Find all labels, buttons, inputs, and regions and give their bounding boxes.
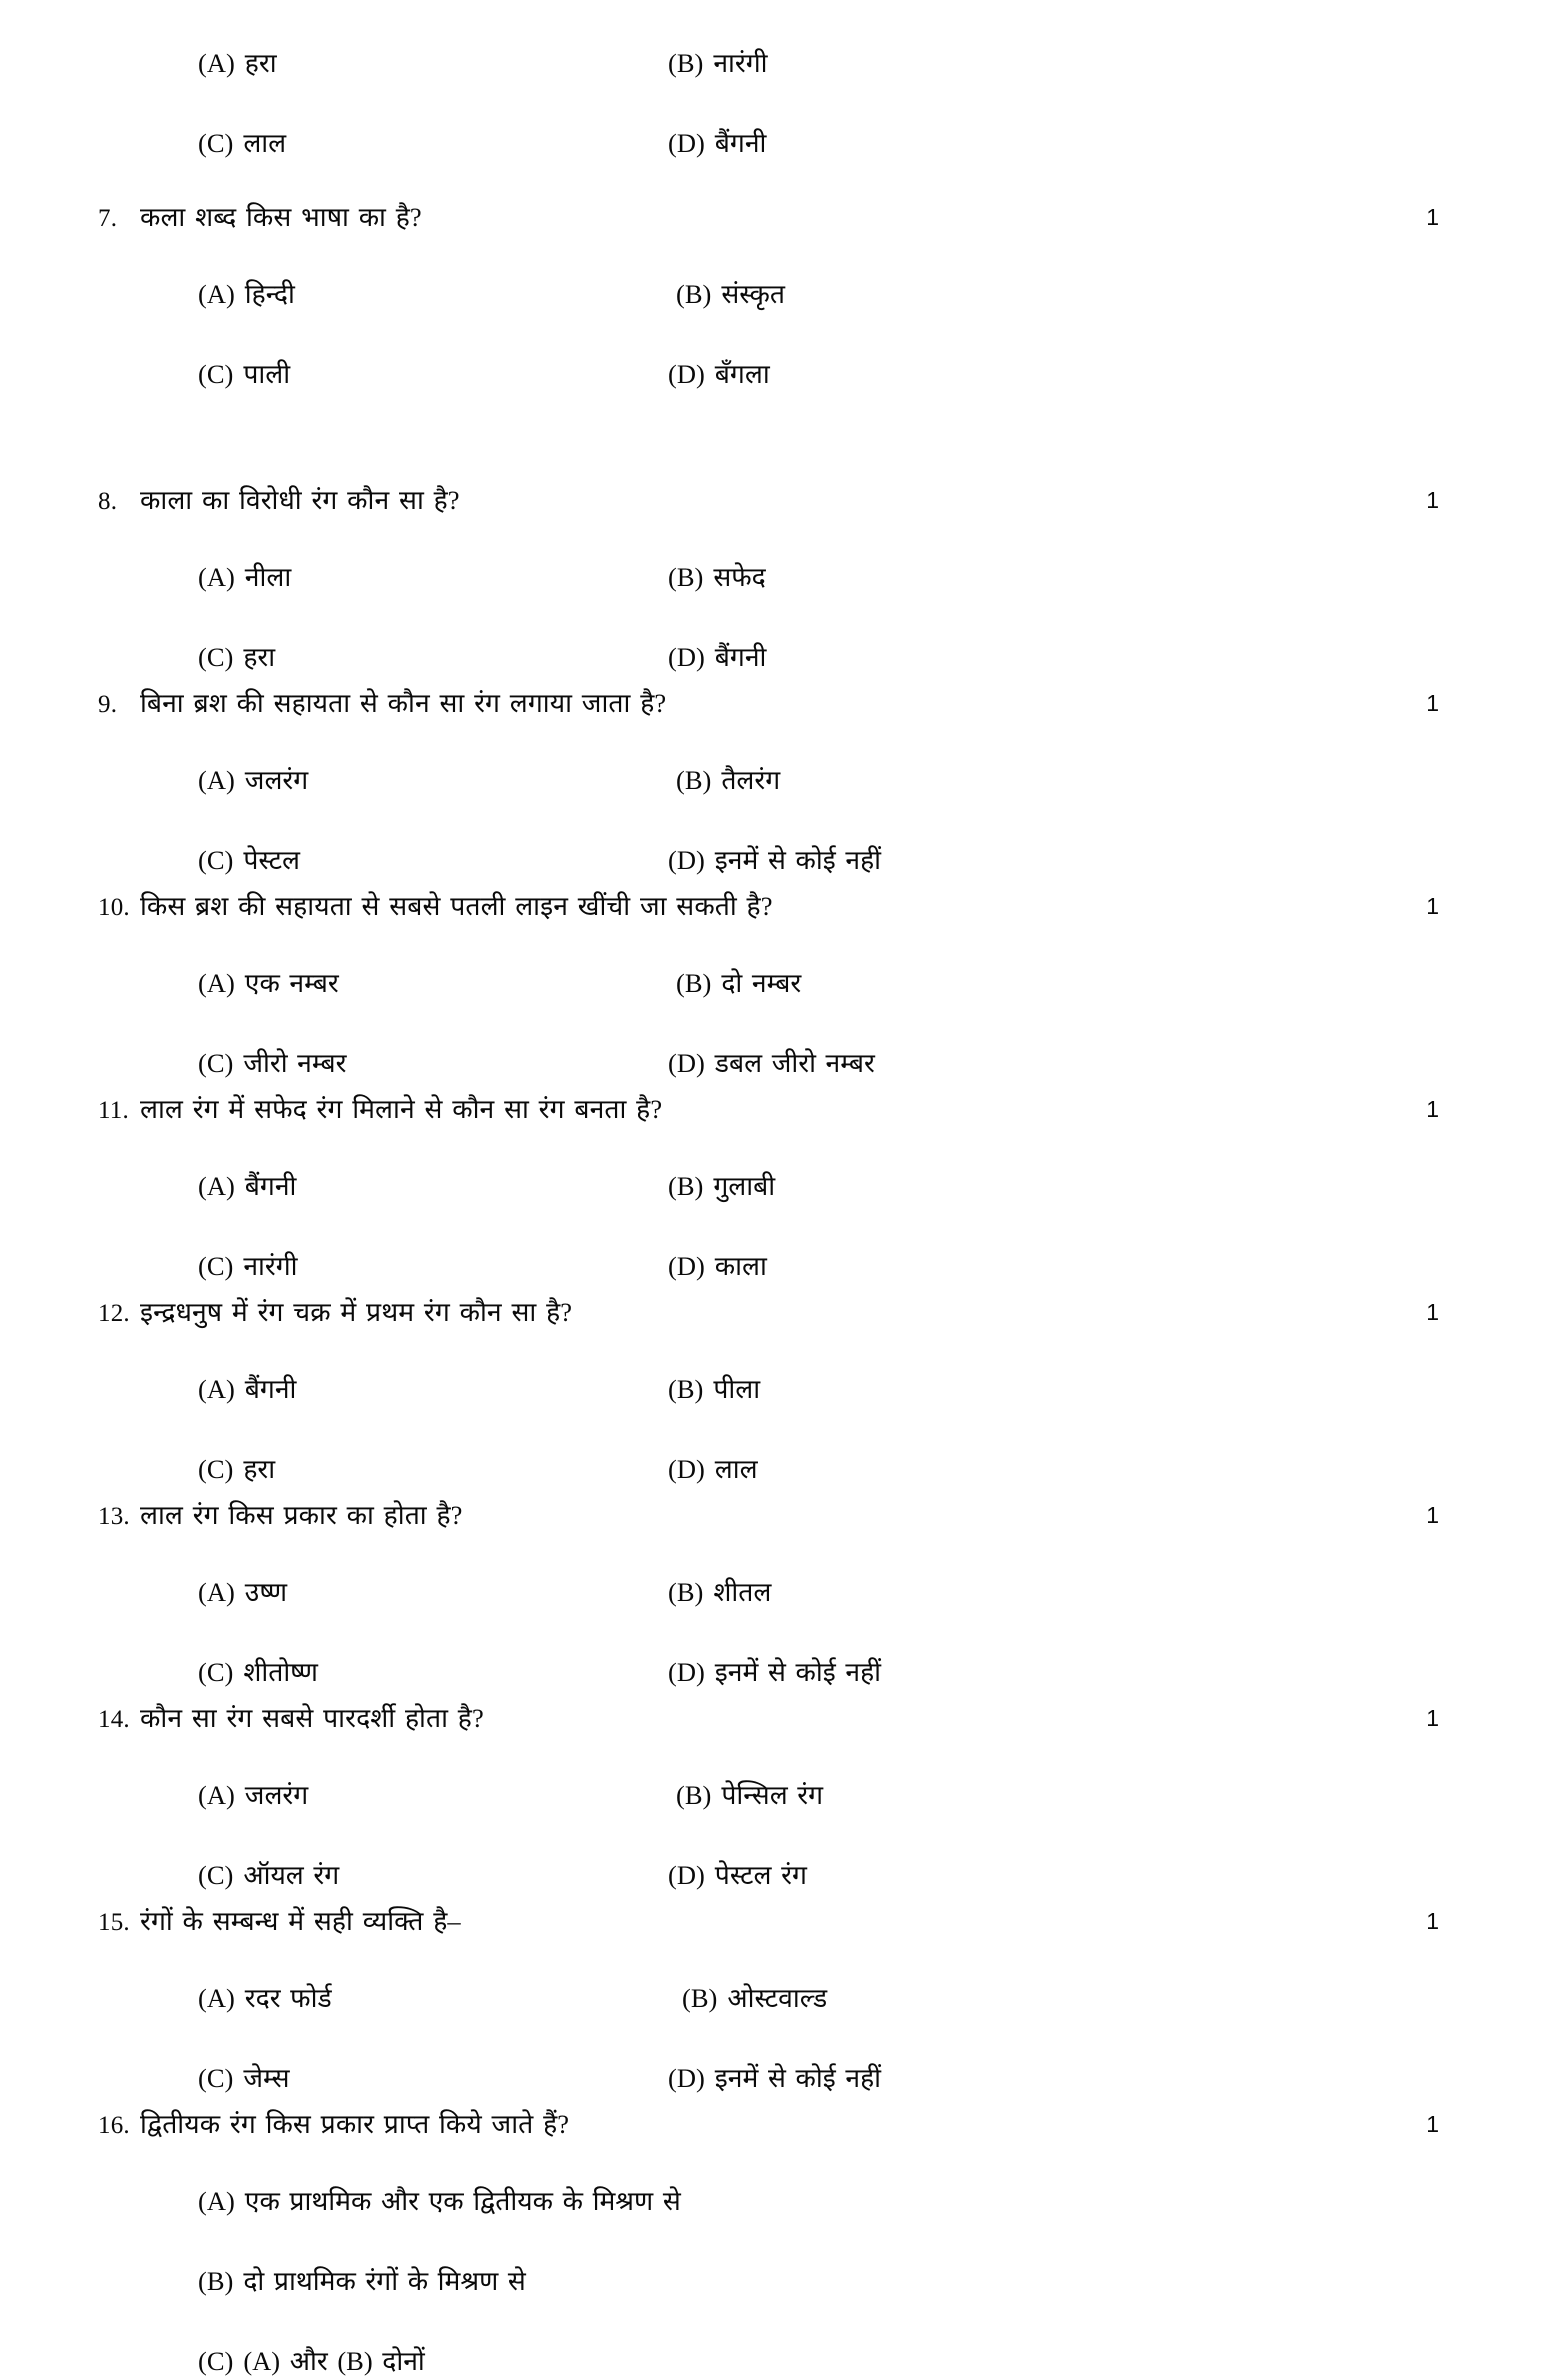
marks-value: 1 [1426,204,1439,230]
spacer [0,1203,1547,1247]
question-body: लाल रंग किस प्रकार का होता है? [140,1500,463,1530]
option-q8-a[interactable] [198,558,668,594]
question-body: इन्द्रधनुष में रंग चक्र में प्रथम रंग कौन सा है? [140,1297,573,1327]
option-value: हरा [243,642,276,672]
option-value: शीतल [713,1577,772,1607]
option-label: (D) [668,359,705,389]
option-value: बँगला [714,359,770,389]
option-q6-c[interactable] [198,124,668,160]
option-row-q13-cd [0,1653,1547,1689]
option-q15-d[interactable] [668,2059,881,2095]
option-label: (C) [198,1657,234,1687]
spacer [0,311,1547,355]
question-body: काला का विरोधी रंग कौन सा है? [140,485,460,515]
spacer [0,231,1547,275]
question-block-8 [0,487,1547,514]
option-row-q16-b [0,2262,1547,2298]
question-body: बिना ब्रश की सहायता से कौन सा रंग लगाया जाता है? [140,688,667,718]
option-label: (C) [198,128,234,158]
option-q11-b[interactable] [668,1167,775,1203]
marks-value: 1 [1426,1299,1439,1325]
option-value: उष्ण [244,1577,288,1607]
top-margin [0,0,1547,44]
option-value: सफेद [713,562,766,592]
option-label: (C) [198,359,234,389]
option-q14-b[interactable] [676,1776,823,1812]
option-label: (C) [198,1048,234,1078]
option-value: बैंगनी [714,128,767,158]
option-value: एक नम्बर [244,968,339,998]
option-value: जीरो नम्बर [243,1048,347,1078]
option-value: लाल [714,1454,758,1484]
option-q9-d[interactable] [668,841,881,877]
option-value: एक प्राथमिक और एक द्वितीयक के मिश्रण से [244,2186,681,2216]
option-q15-c[interactable] [198,2059,668,2095]
option-row-q14-cd [0,1856,1547,1892]
question-text-11 [0,1096,1547,1123]
spacer [0,1326,1547,1370]
question-block-15 [0,1908,1547,1935]
option-value: बैंगनी [714,642,767,672]
option-value: काला [714,1251,767,1281]
option-q7-b[interactable] [676,275,785,311]
option-q13-c[interactable] [198,1653,668,1689]
option-label: (A) [198,279,235,309]
option-value: हरा [243,1454,276,1484]
option-q6-a[interactable] [198,44,668,80]
spacer [0,2218,1547,2262]
option-label: (B) [668,562,704,592]
spacer [0,1935,1547,1979]
option-label: (B) [676,968,712,998]
option-value: रदर फोर्ड [244,1983,332,2013]
question-block-16 [0,2111,1547,2138]
question-number: 16. [98,2112,130,2139]
option-label: (B) [668,48,704,78]
option-q14-d[interactable] [668,1856,807,1892]
option-label: (A) [198,1171,235,1201]
spacer [0,1123,1547,1167]
option-row-q12-cd [0,1450,1547,1486]
question-body: रंगों के सम्बन्ध में सही व्यक्ति है– [140,1906,461,1936]
spacer [0,80,1547,124]
question-text-16 [0,2111,1547,2138]
option-q8-c[interactable] [198,638,668,674]
option-q12-d[interactable] [668,1450,758,1486]
option-value: जलरंग [244,765,309,795]
option-row-q9-ab [0,761,1547,797]
option-value: डबल जीरो नम्बर [714,1048,875,1078]
option-row-q14-ab [0,1776,1547,1812]
option-q11-a[interactable] [198,1167,668,1203]
question-body: द्वितीयक रंग किस प्रकार प्राप्त किये जाते हैं? [140,2109,570,2139]
option-label: (B) [676,765,712,795]
option-row-q10-cd [0,1044,1547,1080]
marks-value: 1 [1426,690,1439,716]
question-block-13 [0,1502,1547,1529]
question-text-9 [0,690,1547,717]
option-row-q8-cd [0,638,1547,674]
option-label: (B) [676,1780,712,1810]
option-row-q9-cd [0,841,1547,877]
option-value: इनमें से कोई नहीं [714,1657,882,1687]
option-label: (C) [198,1251,234,1281]
question-number: 14. [98,1706,130,1733]
option-label: (A) [198,1780,235,1810]
option-label: (C) [198,845,234,875]
option-row-q7-ab [0,275,1547,311]
question-block-12 [0,1299,1547,1326]
option-value: ओस्टवाल्ड [727,1983,828,2013]
section-gap [0,391,1547,487]
option-label: (B) [682,1983,718,2013]
option-value: बैंगनी [244,1171,297,1201]
option-label: (C) [198,1860,234,1890]
spacer [0,2015,1547,2059]
marks-value: 1 [1426,1705,1439,1731]
marks-value: 1 [1426,2111,1439,2137]
option-label: (C) [198,2346,234,2376]
option-value: ऑयल रंग [243,1860,340,1890]
option-label: (B) [676,279,712,309]
option-q16-c[interactable] [0,2342,1547,2378]
question-text-13 [0,1502,1547,1529]
option-q13-d[interactable] [668,1653,881,1689]
option-q15-b[interactable] [682,1979,827,2015]
question-block-11 [0,1096,1547,1123]
option-label: (A) [198,562,235,592]
marks-value: 1 [1426,893,1439,919]
option-value: पेन्सिल रंग [721,1780,824,1810]
spacer [0,1529,1547,1573]
option-label: (A) [198,2186,235,2216]
spacer [0,1609,1547,1653]
option-row-q12-ab [0,1370,1547,1406]
spacer [0,1812,1547,1856]
spacer [0,1732,1547,1776]
question-text-12 [0,1299,1547,1326]
option-q9-a[interactable] [198,761,668,797]
question-body: कला शब्द किस भाषा का है? [140,202,422,232]
question-block-14 [0,1705,1547,1732]
option-value: पीला [713,1374,761,1404]
option-label: (B) [668,1171,704,1201]
spacer [0,2298,1547,2342]
question-number: 15. [98,1909,130,1936]
option-value: (A) और (B) दोनों [243,2346,425,2376]
option-value: दो प्राथमिक रंगों के मिश्रण से [243,2266,526,2296]
option-q15-a[interactable] [198,1979,668,2015]
option-q8-b[interactable] [668,558,766,594]
spacer [0,160,1547,204]
question-number: 7. [98,205,118,232]
marks-value: 1 [1426,1908,1439,1934]
option-label: (C) [198,642,234,672]
option-label: (D) [668,1251,705,1281]
option-q12-a[interactable] [198,1370,668,1406]
option-row-q15-cd [0,2059,1547,2095]
spacer [0,594,1547,638]
option-q11-d[interactable] [668,1247,767,1283]
spacer [0,920,1547,964]
option-label: (C) [198,2063,234,2093]
question-number: 10. [98,894,130,921]
option-label: (A) [198,968,235,998]
option-label: (D) [668,1454,705,1484]
question-block-9 [0,690,1547,717]
option-label: (D) [668,1860,705,1890]
question-block-10 [0,893,1547,920]
option-value: नारंगी [243,1251,298,1281]
option-q10-a[interactable] [198,964,668,1000]
option-label: (B) [198,2266,234,2296]
option-value: जेम्स [243,2063,290,2093]
option-q7-a[interactable] [198,275,668,311]
spacer [0,2138,1547,2182]
spacer [0,1406,1547,1450]
option-label: (C) [198,1454,234,1484]
option-q11-c[interactable] [198,1247,668,1283]
option-value: संस्कृत [721,279,786,309]
option-label: (A) [198,765,235,795]
option-q16-b[interactable] [0,2262,1547,2298]
option-value: तैलरंग [721,765,781,795]
option-q9-b[interactable] [676,761,780,797]
question-text-8 [0,487,1547,514]
option-q6-b[interactable] [668,44,768,80]
spacer [0,1000,1547,1044]
option-label: (A) [198,1577,235,1607]
question-body: कौन सा रंग सबसे पारदर्शी होता है? [140,1703,484,1733]
question-text-15 [0,1908,1547,1935]
option-label: (A) [198,1374,235,1404]
option-label: (A) [198,48,235,78]
option-row-q11-cd [0,1247,1547,1283]
option-q12-b[interactable] [668,1370,760,1406]
question-text-7 [0,204,1547,231]
question-number: 12. [98,1300,130,1327]
option-value: इनमें से कोई नहीं [714,845,882,875]
question-number: 8. [98,488,118,515]
option-label: (B) [668,1577,704,1607]
option-value: शीतोष्ण [243,1657,318,1687]
option-value: पेस्टल रंग [714,1860,807,1890]
option-label: (D) [668,1657,705,1687]
option-q10-b[interactable] [676,964,801,1000]
option-value: नीला [244,562,292,592]
option-row-q15-ab [0,1979,1547,2015]
option-q10-d[interactable] [668,1044,875,1080]
option-q13-a[interactable] [198,1573,668,1609]
question-number: 9. [98,691,118,718]
option-value: पेस्टल [243,845,301,875]
marks-value: 1 [1426,487,1439,513]
question-text-10 [0,893,1547,920]
option-value: नारंगी [713,48,768,78]
option-row-q8-ab [0,558,1547,594]
option-label: (A) [198,1983,235,2013]
option-label: (D) [668,642,705,672]
option-q7-d[interactable] [668,355,770,391]
option-label: (D) [668,2063,705,2093]
question-number: 11. [98,1097,129,1124]
option-row-q7-cd [0,355,1547,391]
question-number: 13. [98,1503,130,1530]
option-row-q10-ab [0,964,1547,1000]
option-value: लाल [243,128,287,158]
option-row-q6-ab [0,44,1547,80]
spacer [0,717,1547,761]
option-q8-d[interactable] [668,638,766,674]
option-value: इनमें से कोई नहीं [714,2063,882,2093]
option-value: पाली [243,359,291,389]
option-value: बैंगनी [244,1374,297,1404]
option-q9-c[interactable] [198,841,668,877]
option-q14-a[interactable] [198,1776,668,1812]
spacer [0,797,1547,841]
option-q6-d[interactable] [668,124,766,160]
marks-value: 1 [1426,1096,1439,1122]
option-label: (B) [668,1374,704,1404]
option-q12-c[interactable] [198,1450,668,1486]
question-body: किस ब्रश की सहायता से सबसे पतली लाइन खींची जा सकती है? [140,891,773,921]
option-row-q16-c [0,2342,1547,2378]
option-label: (D) [668,845,705,875]
spacer [0,514,1547,558]
option-value: गुलाबी [713,1171,776,1201]
option-q16-a[interactable] [0,2182,1547,2218]
option-value: हरा [244,48,277,78]
marks-value: 1 [1426,1502,1439,1528]
option-q10-c[interactable] [198,1044,668,1080]
option-q14-c[interactable] [198,1856,668,1892]
option-value: हिन्दी [244,279,295,309]
question-body: लाल रंग में सफेद रंग मिलाने से कौन सा रंग बनता है? [140,1094,663,1124]
option-label: (D) [668,128,705,158]
option-row-q13-ab [0,1573,1547,1609]
option-q7-c[interactable] [198,355,668,391]
option-q13-b[interactable] [668,1573,771,1609]
question-block-7 [0,204,1547,231]
question-text-14 [0,1705,1547,1732]
option-value: जलरंग [244,1780,309,1810]
option-value: दो नम्बर [721,968,802,998]
option-row-q16-a [0,2182,1547,2218]
option-row-q11-ab [0,1167,1547,1203]
option-label: (D) [668,1048,705,1078]
option-row-q6-cd [0,124,1547,160]
